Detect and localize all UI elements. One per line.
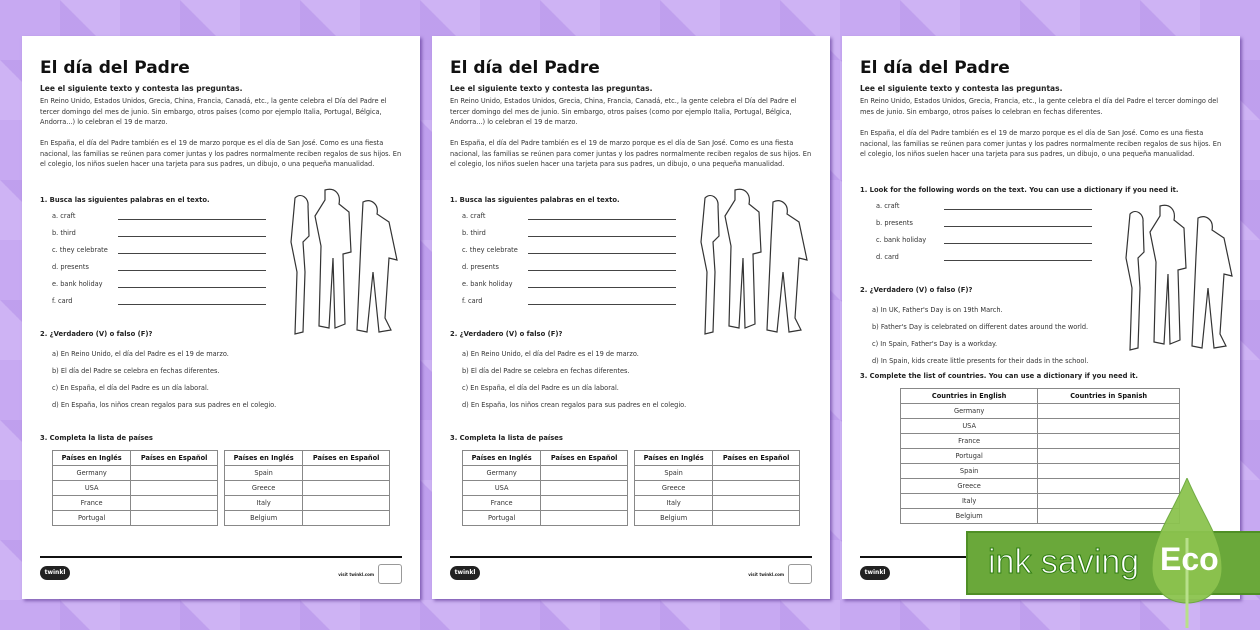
answer-cell[interactable] (131, 511, 218, 526)
table-row (901, 449, 1180, 464)
country-cell: Spain (635, 466, 713, 481)
answer-cell[interactable] (131, 481, 218, 496)
answer-cell[interactable] (303, 466, 390, 481)
twinkl-logo: twinkl (40, 566, 70, 580)
banner-text: ink saving (988, 543, 1140, 581)
answer-line[interactable] (118, 270, 266, 271)
statement-item: d) En España, los niños crean regalos para sus padres en el colegio. (52, 401, 277, 409)
statement-item: c) En España, el día del Padre es un día laboral. (52, 384, 209, 392)
countries-table (52, 450, 218, 526)
paragraph: En España, el día del Padre también es el 19 de marzo porque es el día de San José. Como es una fiesta nacional, las familias se reúnen para comer juntas y los padres normalmente reciben regalos de sus hijos. En el colegio, los niños suelen hacer una tarjeta para sus padres, un dibujo, o una pequeña manualidad. (450, 139, 812, 168)
question-3: 3. Completa la lista de países (450, 434, 563, 442)
country-cell: Italy (225, 496, 303, 511)
statement-item: c) En España, el día del Padre es un día laboral. (462, 384, 619, 392)
country-cell: Germany (53, 466, 131, 481)
family-illustration (275, 188, 405, 358)
word-item: b. presents (876, 219, 913, 227)
country-cell: USA (463, 481, 541, 496)
answer-cell[interactable] (131, 466, 218, 481)
statement-item: a) En Reino Unido, el día del Padre es el 19 de marzo. (462, 350, 639, 358)
statement-item: c) In Spain, Father's Day is a workday. (872, 340, 998, 348)
table-row (225, 481, 390, 496)
country-cell: Belgium (901, 509, 1038, 524)
country-cell: Portugal (53, 511, 131, 526)
table-row (901, 479, 1180, 494)
table-row (225, 511, 390, 526)
word-item: b. third (462, 229, 486, 237)
column-header: Países en Español (303, 451, 390, 466)
table-row (901, 404, 1180, 419)
answer-cell[interactable] (131, 496, 218, 511)
countries-table (900, 388, 1180, 524)
answer-cell[interactable] (713, 481, 800, 496)
column-header: Países en Español (713, 451, 800, 466)
countries-table (224, 450, 390, 526)
countries-table (634, 450, 800, 526)
answer-line[interactable] (118, 253, 266, 254)
answer-cell[interactable] (541, 496, 628, 511)
country-cell: France (901, 434, 1038, 449)
column-header: Países en Español (131, 451, 218, 466)
answer-line[interactable] (118, 219, 266, 220)
question-2: 2. ¿Verdadero (V) o falso (F)? (450, 330, 563, 338)
answer-cell[interactable] (1038, 449, 1180, 464)
answer-cell[interactable] (713, 511, 800, 526)
country-cell: Greece (635, 481, 713, 496)
table-row (463, 496, 628, 511)
answer-line[interactable] (528, 287, 676, 288)
word-item: c. bank holiday (876, 236, 927, 244)
instructions: Lee el siguiente texto y contesta las preguntas. (450, 84, 653, 93)
quality-badge-icon (378, 564, 402, 584)
answer-line[interactable] (944, 243, 1092, 244)
answer-cell[interactable] (303, 481, 390, 496)
table-row (635, 496, 800, 511)
country-cell: Germany (901, 404, 1038, 419)
word-item: e. bank holiday (52, 280, 103, 288)
country-cell: France (53, 496, 131, 511)
word-item: c. they celebrate (52, 246, 108, 254)
paragraph: En España, el día del Padre también es el 19 de marzo porque es el día de San José. Como es una fiesta nacional, las familias se reúnen para comer juntas y los padres normalmente reciben regalos de sus hijos. En el colegio, los niños suelen hacer una tarjeta para sus padres, un dibujo, o una pequeña manualidad. (40, 139, 402, 168)
answer-line[interactable] (528, 219, 676, 220)
word-item: f. card (52, 297, 73, 305)
answer-cell[interactable] (541, 481, 628, 496)
worksheet-page (432, 36, 830, 599)
word-item: a. craft (462, 212, 486, 220)
country-cell: France (463, 496, 541, 511)
statement-item: b) El día del Padre se celebra en fechas diferentes. (462, 367, 630, 375)
column-header: Countries in Spanish (1038, 389, 1180, 404)
table-row (635, 481, 800, 496)
table-row (53, 496, 218, 511)
answer-cell[interactable] (1038, 434, 1180, 449)
table-row (635, 466, 800, 481)
question-3: 3. Complete the list of countries. You can use a dictionary if you need it. (860, 372, 1138, 380)
page-title: El día del Padre (40, 58, 190, 78)
country-cell: Greece (901, 479, 1038, 494)
table-row (635, 511, 800, 526)
country-cell: Spain (225, 466, 303, 481)
answer-line[interactable] (118, 287, 266, 288)
page-title: El día del Padre (860, 58, 1010, 78)
question-1: 1. Busca las siguientes palabras en el texto. (40, 196, 210, 204)
table-row (463, 466, 628, 481)
answer-cell[interactable] (1038, 404, 1180, 419)
country-cell: Belgium (635, 511, 713, 526)
question-2: 2. ¿Verdadero (V) o falso (F)? (40, 330, 153, 338)
statement-item: d) En España, los niños crean regalos para sus padres en el colegio. (462, 401, 687, 409)
country-cell: Greece (225, 481, 303, 496)
table-row (225, 496, 390, 511)
answer-line[interactable] (944, 260, 1092, 261)
country-cell: Germany (463, 466, 541, 481)
paragraph: En España, el día del Padre también es el 19 de marzo porque es el día de San José. Como es una fiesta nacional, las familias se reúnen para comer juntas y los padres normalmente reciben regalos de sus hijos. En el colegio, los niños suelen hacer una tarjeta para sus padres, un dibujo, o una pequeña manualidad. (860, 129, 1222, 158)
table-row (463, 511, 628, 526)
table-row (901, 419, 1180, 434)
family-illustration (685, 188, 815, 358)
country-cell: Italy (635, 496, 713, 511)
page-title: El día del Padre (450, 58, 600, 78)
answer-cell[interactable] (541, 511, 628, 526)
table-row (225, 466, 390, 481)
answer-line[interactable] (528, 253, 676, 254)
answer-line[interactable] (944, 209, 1092, 210)
word-item: a. craft (876, 202, 900, 210)
answer-cell[interactable] (541, 466, 628, 481)
table-row (901, 509, 1180, 524)
answer-line[interactable] (118, 304, 266, 305)
answer-line[interactable] (528, 270, 676, 271)
country-cell: Belgium (225, 511, 303, 526)
word-item: f. card (462, 297, 483, 305)
word-item: e. bank holiday (462, 280, 513, 288)
footer-divider (40, 556, 402, 558)
country-cell: Italy (901, 494, 1038, 509)
country-cell: Portugal (901, 449, 1038, 464)
country-cell: USA (901, 419, 1038, 434)
quality-badge-icon (788, 564, 812, 584)
answer-cell[interactable] (303, 496, 390, 511)
word-item: a. craft (52, 212, 76, 220)
word-item: c. they celebrate (462, 246, 518, 254)
family-illustration (1110, 204, 1240, 374)
word-item: b. third (52, 229, 76, 237)
worksheet-page (22, 36, 420, 599)
statement-item: d) In Spain, kids create little presents for their dads in the school. (872, 357, 1089, 365)
twinkl-logo: twinkl (450, 566, 480, 580)
statement-item: a) In UK, Father's Day is on 19th March. (872, 306, 1003, 314)
visit-link: visit twinkl.com (748, 572, 784, 577)
eco-label: Eco (1160, 541, 1219, 577)
table-row (53, 481, 218, 496)
answer-cell[interactable] (1038, 464, 1180, 479)
statement-item: b) Father's Day is celebrated on different dates around the world. (872, 323, 1089, 331)
country-cell: USA (53, 481, 131, 496)
answer-line[interactable] (528, 236, 676, 237)
answer-cell[interactable] (1038, 419, 1180, 434)
answer-line[interactable] (944, 226, 1092, 227)
question-1: 1. Look for the following words on the text. You can use a dictionary if you need it. (860, 186, 1179, 194)
country-cell: Portugal (463, 511, 541, 526)
answer-line[interactable] (528, 304, 676, 305)
answer-cell[interactable] (713, 496, 800, 511)
answer-cell[interactable] (713, 466, 800, 481)
paragraph: En Reino Unido, Estados Unidos, Grecia, China, Francia, Canadá, etc., la gente celebra el Día del Padre el tercer domingo del mes de junio. Sin embargo, otros países (como por ejemplo Italia, Portugal, Bélgica, Andorra...) lo celebran el 19 de marzo. (450, 97, 797, 126)
column-header: Países en Inglés (463, 451, 541, 466)
answer-line[interactable] (118, 236, 266, 237)
paragraph: En Reino Unido, Estados Unidos, Grecia, China, Francia, Canadá, etc., la gente celebra el Día del Padre el tercer domingo del mes de junio. Sin embargo, otros países (como por ejemplo Italia, Portugal, Bélgica, Andorra...) lo celebran el 19 de marzo. (40, 97, 387, 126)
twinkl-logo: twinkl (860, 566, 890, 580)
footer-divider (450, 556, 812, 558)
question-2: 2. ¿Verdadero (V) o falso (F)? (860, 286, 973, 294)
question-1: 1. Busca las siguientes palabras en el texto. (450, 196, 620, 204)
country-cell: Spain (901, 464, 1038, 479)
table-row (901, 464, 1180, 479)
question-3: 3. Completa la lista de países (40, 434, 153, 442)
instructions: Lee el siguiente texto y contesta las preguntas. (40, 84, 243, 93)
table-row (901, 434, 1180, 449)
column-header: Países en Inglés (225, 451, 303, 466)
column-header: Countries in English (901, 389, 1038, 404)
word-item: d. presents (52, 263, 89, 271)
answer-cell[interactable] (303, 511, 390, 526)
countries-table (462, 450, 628, 526)
column-header: Países en Inglés (635, 451, 713, 466)
table-row (901, 494, 1180, 509)
instructions: Lee el siguiente texto y contesta las preguntas. (860, 84, 1063, 93)
paragraph: En Reino Unido, Estados Unidos, Grecia, Francia, etc., la gente celebra el día del Padre el tercer domingo del mes de junio. Sin embargo, otros países lo celebran en fechas diferentes. (860, 97, 1219, 116)
table-row (463, 481, 628, 496)
statement-item: b) El día del Padre se celebra en fechas diferentes. (52, 367, 220, 375)
column-header: Países en Español (541, 451, 628, 466)
word-item: d. card (876, 253, 899, 261)
statement-item: a) En Reino Unido, el día del Padre es el 19 de marzo. (52, 350, 229, 358)
visit-link: visit twinkl.com (338, 572, 374, 577)
table-row (53, 511, 218, 526)
word-item: d. presents (462, 263, 499, 271)
table-row (53, 466, 218, 481)
column-header: Países en Inglés (53, 451, 131, 466)
